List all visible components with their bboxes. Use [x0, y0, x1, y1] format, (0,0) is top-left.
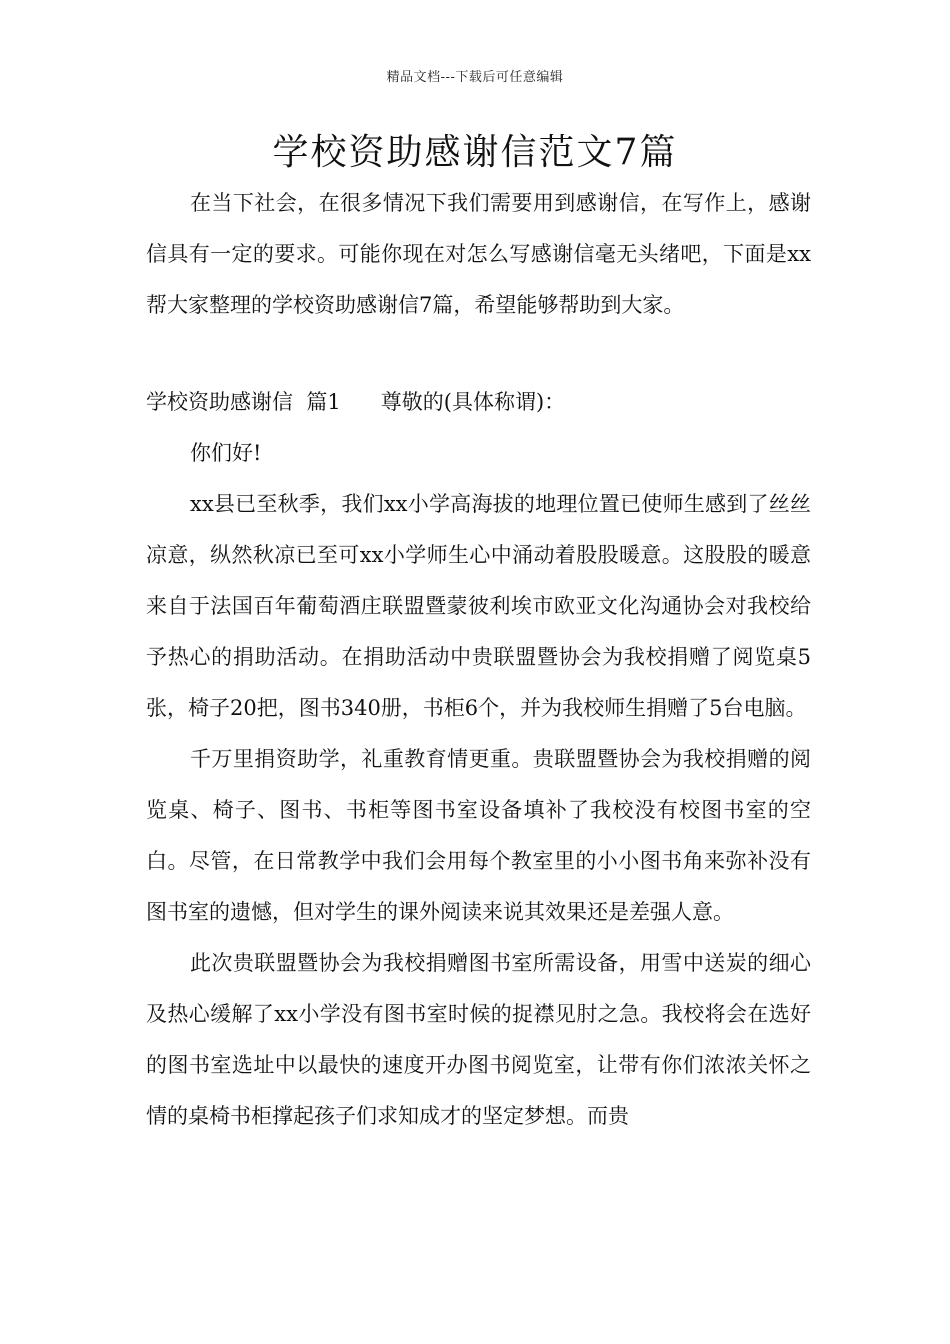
letter-section: [146, 377, 811, 1142]
letter-paragraph: 此次贵联盟暨协会为我校捐赠图书室所需设备，用雪中送炭的细心及热心缓解了xx小学没有图书室时候的捉襟见肘之急。我校将会在选好的图书室选址中以最快的速度开办图书阅览室，让带有你们浓浓关怀之情的桌椅书柜撑起孩子们求知成才的坚定梦想。而贵: [146, 951, 811, 1128]
document-title: 学校资助感谢信范文7篇: [272, 132, 678, 173]
letter-paragraph: 千万里捐资助学，礼重教育情更重。贵联盟暨协会为我校捐赠的阅览桌、椅子、图书、书柜等图书室设备填补了我校没有校图书室的空白。尽管，在日常教学中我们会用每个教室里的小小图书角来弥补没有图书室的遗憾，但对学生的课外阅读来说其效果还是差强人意。: [146, 747, 811, 924]
letter-greeting: 你们好!: [190, 441, 262, 465]
intro-section: [146, 178, 811, 331]
intro-paragraph: 在当下社会，在很多情况下我们需要用到感谢信，在写作上，感谢信具有一定的要求。可能你现在对怎么写感谢信毫无头绪吧，下面是xx帮大家整理的学校资助感谢信7篇，希望能够帮助到大家。: [146, 191, 811, 317]
header-note: 精品文档---下载后可任意编辑: [386, 70, 564, 85]
letter-paragraph: xx县已至秋季，我们xx小学高海拔的地理位置已使师生感到了丝丝凉意，纵然秋凉已至可xx小学师生心中涌动着股股暖意。这股股的暖意来自于法国百年葡萄酒庄联盟暨蒙彼利埃市欧亚文化沟通协会对我校给予热心的捐助活动。在捐助活动中贵联盟暨协会为我校捐赠了阅览桌5张，椅子20把，图书340册，书柜6个，并为我校师生捐赠了5台电脑。: [146, 492, 811, 720]
letter-heading: 学校资助感谢信 篇1 尊敬的(具体称谓)：: [146, 390, 566, 414]
